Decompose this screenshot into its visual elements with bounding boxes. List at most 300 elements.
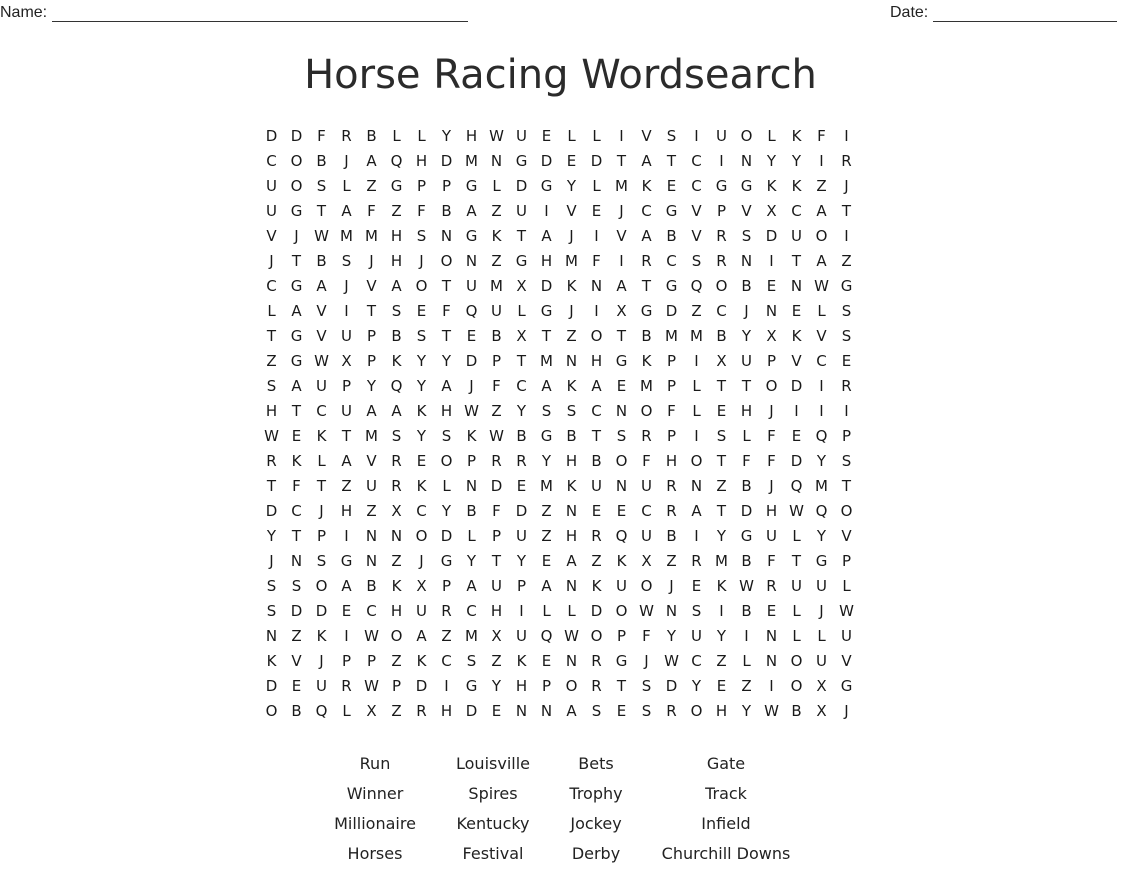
grid-letter[interactable]: H — [590, 352, 603, 370]
grid-letter[interactable]: K — [491, 227, 502, 245]
grid-letter[interactable]: Y — [816, 527, 827, 545]
grid-letter[interactable]: L — [592, 127, 601, 145]
grid-letter[interactable]: U — [841, 627, 852, 645]
grid-letter[interactable]: F — [592, 252, 601, 270]
grid-letter[interactable]: Z — [391, 702, 402, 720]
grid-letter[interactable]: D — [465, 352, 478, 370]
grid-letter[interactable]: O — [590, 627, 603, 645]
grid-letter[interactable]: G — [615, 652, 628, 670]
grid-letter[interactable]: V — [266, 227, 277, 245]
grid-letter[interactable]: J — [844, 177, 849, 195]
grid-letter[interactable]: E — [766, 277, 777, 295]
grid-letter[interactable]: R — [491, 452, 502, 470]
grid-letter[interactable]: Y — [266, 527, 277, 545]
grid-letter[interactable]: I — [794, 402, 799, 420]
grid-letter[interactable]: S — [591, 702, 602, 720]
grid-letter[interactable]: Y — [441, 352, 452, 370]
grid-letter[interactable]: I — [844, 227, 849, 245]
grid-letter[interactable]: C — [641, 202, 652, 220]
grid-letter[interactable]: V — [316, 302, 327, 320]
grid-letter[interactable]: L — [767, 127, 776, 145]
grid-letter[interactable]: U — [591, 477, 602, 495]
grid-letter[interactable]: E — [716, 402, 727, 420]
grid-letter[interactable]: I — [819, 152, 824, 170]
grid-letter[interactable]: B — [641, 327, 652, 345]
grid-letter[interactable]: W — [489, 427, 504, 445]
grid-letter[interactable]: K — [416, 652, 427, 670]
grid-letter[interactable]: F — [442, 302, 451, 320]
grid-letter[interactable]: I — [594, 227, 599, 245]
grid-letter[interactable]: I — [844, 127, 849, 145]
grid-letter[interactable]: N — [690, 477, 703, 495]
grid-letter[interactable]: V — [691, 202, 702, 220]
grid-letter[interactable]: X — [416, 577, 427, 595]
grid-letter[interactable]: D — [265, 127, 278, 145]
grid-letter[interactable]: K — [416, 402, 427, 420]
grid-letter[interactable]: A — [541, 577, 552, 595]
grid-letter[interactable]: D — [540, 152, 553, 170]
grid-letter[interactable]: O — [815, 227, 828, 245]
grid-letter[interactable]: B — [591, 452, 602, 470]
grid-letter[interactable]: E — [491, 702, 502, 720]
grid-letter[interactable]: N — [540, 702, 553, 720]
grid-letter[interactable]: Z — [691, 302, 702, 320]
grid-letter[interactable]: U — [816, 652, 827, 670]
grid-letter[interactable]: J — [269, 252, 274, 270]
grid-letter[interactable]: Z — [491, 402, 502, 420]
grid-letter[interactable]: P — [841, 427, 852, 445]
grid-letter[interactable]: V — [616, 227, 627, 245]
grid-letter[interactable]: I — [344, 302, 349, 320]
grid-letter[interactable]: X — [816, 677, 827, 695]
grid-letter[interactable]: C — [816, 352, 827, 370]
grid-letter[interactable]: T — [641, 277, 652, 295]
grid-letter[interactable]: I — [619, 127, 624, 145]
grid-letter[interactable]: M — [540, 477, 553, 495]
grid-letter[interactable]: G — [665, 202, 678, 220]
grid-letter[interactable]: S — [541, 402, 552, 420]
grid-letter[interactable]: J — [769, 477, 774, 495]
grid-letter[interactable]: P — [666, 352, 677, 370]
grid-letter[interactable]: Q — [315, 702, 328, 720]
grid-letter[interactable]: R — [691, 552, 702, 570]
grid-letter[interactable]: S — [316, 177, 327, 195]
grid-letter[interactable]: Z — [391, 652, 402, 670]
grid-letter[interactable]: V — [366, 277, 377, 295]
grid-letter[interactable]: A — [366, 152, 377, 170]
grid-letter[interactable]: R — [666, 477, 677, 495]
grid-letter[interactable]: H — [490, 602, 503, 620]
grid-letter[interactable]: N — [440, 227, 453, 245]
grid-letter[interactable]: O — [390, 627, 403, 645]
grid-letter[interactable]: H — [740, 402, 753, 420]
grid-letter[interactable]: J — [644, 652, 649, 670]
grid-letter[interactable]: H — [665, 452, 678, 470]
grid-letter[interactable]: A — [466, 202, 477, 220]
grid-letter[interactable]: R — [841, 152, 852, 170]
grid-letter[interactable]: G — [740, 177, 753, 195]
grid-letter[interactable]: M — [815, 477, 828, 495]
grid-letter[interactable]: E — [291, 427, 302, 445]
grid-letter[interactable]: I — [719, 152, 724, 170]
grid-letter[interactable]: J — [319, 652, 324, 670]
grid-letter[interactable]: F — [767, 552, 776, 570]
grid-letter[interactable]: N — [515, 702, 528, 720]
grid-letter[interactable]: I — [444, 677, 449, 695]
grid-letter[interactable]: G — [740, 527, 753, 545]
grid-letter[interactable]: N — [365, 527, 378, 545]
grid-letter[interactable]: L — [342, 177, 351, 195]
grid-letter[interactable]: R — [391, 452, 402, 470]
grid-letter[interactable]: T — [791, 552, 802, 570]
grid-letter[interactable]: D — [290, 127, 303, 145]
grid-letter[interactable]: P — [441, 577, 452, 595]
grid-letter[interactable]: A — [616, 277, 627, 295]
grid-letter[interactable]: A — [441, 377, 452, 395]
grid-letter[interactable]: V — [791, 352, 802, 370]
grid-letter[interactable]: A — [316, 277, 327, 295]
grid-letter[interactable]: G — [465, 177, 478, 195]
grid-letter[interactable]: C — [316, 402, 327, 420]
grid-letter[interactable]: L — [467, 527, 476, 545]
grid-letter[interactable]: O — [440, 252, 453, 270]
grid-letter[interactable]: U — [516, 202, 527, 220]
grid-letter[interactable]: G — [540, 302, 553, 320]
grid-letter[interactable]: T — [266, 477, 277, 495]
grid-letter[interactable]: U — [341, 402, 352, 420]
grid-letter[interactable]: S — [841, 452, 852, 470]
grid-letter[interactable]: P — [416, 177, 427, 195]
grid-letter[interactable]: J — [669, 577, 674, 595]
grid-letter[interactable]: L — [567, 602, 576, 620]
grid-letter[interactable]: L — [692, 402, 701, 420]
grid-letter[interactable]: T — [666, 152, 677, 170]
grid-letter[interactable]: T — [841, 202, 852, 220]
grid-letter[interactable]: S — [316, 552, 327, 570]
grid-letter[interactable]: E — [791, 302, 802, 320]
grid-letter[interactable]: P — [841, 552, 852, 570]
grid-letter[interactable]: A — [816, 202, 827, 220]
grid-letter[interactable]: X — [816, 702, 827, 720]
grid-letter[interactable]: U — [516, 127, 527, 145]
grid-letter[interactable]: W — [564, 627, 579, 645]
grid-letter[interactable]: Y — [666, 627, 677, 645]
grid-letter[interactable]: R — [591, 527, 602, 545]
grid-letter[interactable]: Y — [741, 702, 752, 720]
grid-letter[interactable]: M — [365, 227, 378, 245]
grid-letter[interactable]: P — [666, 427, 677, 445]
grid-letter[interactable]: K — [791, 177, 802, 195]
grid-letter[interactable]: E — [291, 677, 302, 695]
grid-letter[interactable]: C — [266, 277, 277, 295]
grid-letter[interactable]: U — [641, 527, 652, 545]
grid-letter[interactable]: S — [641, 702, 652, 720]
grid-letter[interactable]: Z — [266, 352, 277, 370]
grid-letter[interactable]: D — [265, 677, 278, 695]
grid-letter[interactable]: R — [641, 427, 652, 445]
grid-letter[interactable]: U — [641, 477, 652, 495]
grid-letter[interactable]: F — [642, 452, 651, 470]
grid-letter[interactable]: P — [491, 352, 502, 370]
grid-letter[interactable]: T — [341, 427, 352, 445]
grid-letter[interactable]: Q — [815, 502, 828, 520]
grid-letter[interactable]: Q — [790, 477, 803, 495]
grid-letter[interactable]: F — [292, 477, 301, 495]
grid-letter[interactable]: F — [417, 202, 426, 220]
grid-letter[interactable]: T — [316, 477, 327, 495]
grid-letter[interactable]: E — [791, 427, 802, 445]
grid-letter[interactable]: L — [492, 177, 501, 195]
grid-letter[interactable]: Y — [566, 177, 577, 195]
grid-letter[interactable]: S — [416, 327, 427, 345]
grid-letter[interactable]: Z — [541, 502, 552, 520]
grid-letter[interactable]: B — [666, 527, 677, 545]
grid-letter[interactable]: F — [742, 452, 751, 470]
grid-letter[interactable]: S — [416, 227, 427, 245]
grid-letter[interactable]: P — [766, 352, 777, 370]
grid-letter[interactable]: B — [316, 252, 327, 270]
grid-letter[interactable]: D — [740, 502, 753, 520]
grid-letter[interactable]: T — [441, 327, 452, 345]
grid-letter[interactable]: D — [415, 677, 428, 695]
grid-letter[interactable]: Y — [716, 527, 727, 545]
grid-letter[interactable]: X — [366, 702, 377, 720]
grid-letter[interactable]: I — [594, 302, 599, 320]
grid-letter[interactable]: R — [416, 702, 427, 720]
grid-letter[interactable]: J — [569, 227, 574, 245]
grid-letter[interactable]: T — [616, 327, 627, 345]
grid-letter[interactable]: U — [691, 627, 702, 645]
grid-letter[interactable]: C — [441, 652, 452, 670]
grid-letter[interactable]: Z — [391, 202, 402, 220]
grid-letter[interactable]: I — [694, 127, 699, 145]
grid-letter[interactable]: G — [465, 677, 478, 695]
grid-letter[interactable]: O — [315, 577, 328, 595]
grid-letter[interactable]: T — [266, 327, 277, 345]
grid-letter[interactable]: M — [365, 427, 378, 445]
grid-letter[interactable]: A — [416, 627, 427, 645]
grid-letter[interactable]: Q — [815, 427, 828, 445]
grid-letter[interactable]: M — [665, 327, 678, 345]
grid-letter[interactable]: V — [841, 527, 852, 545]
grid-letter[interactable]: I — [694, 352, 699, 370]
grid-letter[interactable]: R — [591, 677, 602, 695]
grid-letter[interactable]: C — [366, 602, 377, 620]
grid-letter[interactable]: K — [591, 577, 602, 595]
grid-letter[interactable]: B — [491, 327, 502, 345]
grid-letter[interactable]: I — [744, 627, 749, 645]
grid-letter[interactable]: A — [566, 702, 577, 720]
grid-letter[interactable]: E — [716, 677, 727, 695]
grid-letter[interactable]: N — [765, 652, 778, 670]
grid-letter[interactable]: H — [765, 502, 778, 520]
grid-letter[interactable]: N — [590, 277, 603, 295]
grid-letter[interactable]: K — [566, 477, 577, 495]
grid-letter[interactable]: N — [265, 627, 278, 645]
grid-letter[interactable]: O — [290, 152, 303, 170]
grid-letter[interactable]: C — [691, 652, 702, 670]
grid-letter[interactable]: G — [515, 252, 528, 270]
grid-letter[interactable]: D — [290, 602, 303, 620]
grid-letter[interactable]: Q — [615, 527, 628, 545]
grid-letter[interactable]: G — [515, 152, 528, 170]
grid-letter[interactable]: A — [366, 402, 377, 420]
grid-letter[interactable]: F — [492, 502, 501, 520]
grid-letter[interactable]: J — [819, 602, 824, 620]
grid-letter[interactable]: I — [544, 202, 549, 220]
grid-letter[interactable]: A — [291, 377, 302, 395]
grid-letter[interactable]: S — [266, 377, 277, 395]
grid-letter[interactable]: U — [516, 527, 527, 545]
grid-letter[interactable]: O — [415, 527, 428, 545]
grid-letter[interactable]: O — [565, 677, 578, 695]
grid-letter[interactable]: H — [390, 252, 403, 270]
grid-letter[interactable]: H — [390, 227, 403, 245]
grid-letter[interactable]: B — [391, 327, 402, 345]
grid-letter[interactable]: Y — [416, 427, 427, 445]
grid-letter[interactable]: O — [840, 502, 853, 520]
grid-letter[interactable]: F — [642, 627, 651, 645]
grid-letter[interactable]: I — [819, 402, 824, 420]
grid-letter[interactable]: B — [716, 327, 727, 345]
grid-letter[interactable]: T — [716, 377, 727, 395]
grid-letter[interactable]: T — [291, 527, 302, 545]
grid-letter[interactable]: N — [290, 552, 303, 570]
grid-letter[interactable]: T — [616, 152, 627, 170]
grid-letter[interactable]: T — [441, 277, 452, 295]
name-field[interactable] — [0, 4, 468, 22]
grid-letter[interactable]: L — [842, 577, 851, 595]
grid-letter[interactable]: Y — [516, 402, 527, 420]
grid-letter[interactable]: Y — [466, 552, 477, 570]
grid-letter[interactable]: Y — [416, 352, 427, 370]
grid-letter[interactable]: P — [366, 652, 377, 670]
grid-letter[interactable]: Y — [441, 127, 452, 145]
grid-letter[interactable]: I — [344, 627, 349, 645]
grid-letter[interactable]: D — [515, 177, 528, 195]
grid-letter[interactable]: O — [440, 452, 453, 470]
grid-letter[interactable]: W — [314, 227, 329, 245]
grid-letter[interactable]: K — [391, 577, 402, 595]
grid-letter[interactable]: O — [765, 377, 778, 395]
grid-letter[interactable]: Y — [366, 377, 377, 395]
grid-letter[interactable]: R — [666, 502, 677, 520]
grid-letter[interactable]: P — [316, 527, 327, 545]
grid-letter[interactable]: E — [691, 577, 702, 595]
grid-letter[interactable]: A — [391, 277, 402, 295]
grid-letter[interactable]: J — [419, 552, 424, 570]
grid-letter[interactable]: S — [266, 577, 277, 595]
grid-letter[interactable]: Z — [341, 477, 352, 495]
grid-letter[interactable]: S — [466, 652, 477, 670]
grid-letter[interactable]: F — [317, 127, 326, 145]
grid-letter[interactable]: E — [466, 327, 477, 345]
grid-letter[interactable]: R — [766, 577, 777, 595]
grid-letter[interactable]: Q — [690, 277, 703, 295]
grid-letter[interactable]: D — [465, 702, 478, 720]
grid-letter[interactable]: O — [690, 702, 703, 720]
grid-letter[interactable]: K — [466, 427, 477, 445]
grid-letter[interactable]: V — [841, 652, 852, 670]
grid-letter[interactable]: S — [291, 577, 302, 595]
grid-letter[interactable]: U — [266, 177, 277, 195]
grid-letter[interactable]: G — [290, 327, 303, 345]
grid-letter[interactable]: D — [515, 502, 528, 520]
grid-letter[interactable]: Z — [291, 627, 302, 645]
grid-letter[interactable]: I — [519, 602, 524, 620]
name-blank-line[interactable] — [52, 7, 468, 22]
grid-letter[interactable]: A — [341, 202, 352, 220]
grid-letter[interactable]: A — [566, 552, 577, 570]
grid-letter[interactable]: K — [316, 627, 327, 645]
grid-letter[interactable]: A — [466, 577, 477, 595]
grid-letter[interactable]: S — [691, 252, 702, 270]
grid-letter[interactable]: R — [641, 252, 652, 270]
grid-letter[interactable]: H — [415, 152, 428, 170]
grid-letter[interactable]: C — [691, 177, 702, 195]
grid-letter[interactable]: N — [565, 502, 578, 520]
grid-letter[interactable]: R — [341, 127, 352, 145]
grid-letter[interactable]: O — [640, 402, 653, 420]
grid-letter[interactable]: G — [715, 177, 728, 195]
grid-letter[interactable]: N — [765, 302, 778, 320]
grid-letter[interactable]: J — [369, 252, 374, 270]
grid-letter[interactable]: B — [291, 702, 302, 720]
grid-letter[interactable]: A — [341, 577, 352, 595]
grid-letter[interactable]: G — [615, 352, 628, 370]
grid-letter[interactable]: K — [716, 577, 727, 595]
grid-letter[interactable]: U — [316, 677, 327, 695]
grid-letter[interactable]: I — [344, 527, 349, 545]
grid-letter[interactable]: Z — [716, 652, 727, 670]
grid-letter[interactable]: W — [364, 677, 379, 695]
grid-letter[interactable]: Q — [540, 627, 553, 645]
grid-letter[interactable]: L — [442, 477, 451, 495]
grid-letter[interactable]: Z — [391, 552, 402, 570]
grid-letter[interactable]: G — [290, 202, 303, 220]
grid-letter[interactable]: L — [742, 652, 751, 670]
grid-letter[interactable]: L — [792, 527, 801, 545]
grid-letter[interactable]: R — [341, 677, 352, 695]
grid-letter[interactable]: M — [615, 177, 628, 195]
grid-letter[interactable]: U — [816, 577, 827, 595]
grid-letter[interactable]: E — [516, 477, 527, 495]
grid-letter[interactable]: X — [391, 502, 402, 520]
grid-letter[interactable]: R — [841, 377, 852, 395]
grid-letter[interactable]: S — [716, 427, 727, 445]
grid-letter[interactable]: R — [441, 602, 452, 620]
grid-letter[interactable]: B — [666, 227, 677, 245]
grid-letter[interactable]: J — [344, 277, 349, 295]
grid-letter[interactable]: C — [641, 502, 652, 520]
date-blank-line[interactable] — [933, 7, 1117, 22]
grid-letter[interactable]: P — [491, 527, 502, 545]
grid-letter[interactable]: L — [542, 602, 551, 620]
grid-letter[interactable]: X — [616, 302, 627, 320]
grid-letter[interactable]: L — [317, 452, 326, 470]
grid-letter[interactable]: N — [565, 577, 578, 595]
grid-letter[interactable]: F — [817, 127, 826, 145]
grid-letter[interactable]: A — [641, 227, 652, 245]
grid-letter[interactable]: K — [391, 352, 402, 370]
grid-letter[interactable]: B — [366, 577, 377, 595]
grid-letter[interactable]: D — [265, 502, 278, 520]
grid-letter[interactable]: R — [591, 652, 602, 670]
grid-letter[interactable]: L — [592, 177, 601, 195]
grid-letter[interactable]: E — [616, 502, 627, 520]
grid-letter[interactable]: U — [316, 377, 327, 395]
grid-letter[interactable]: W — [489, 127, 504, 145]
